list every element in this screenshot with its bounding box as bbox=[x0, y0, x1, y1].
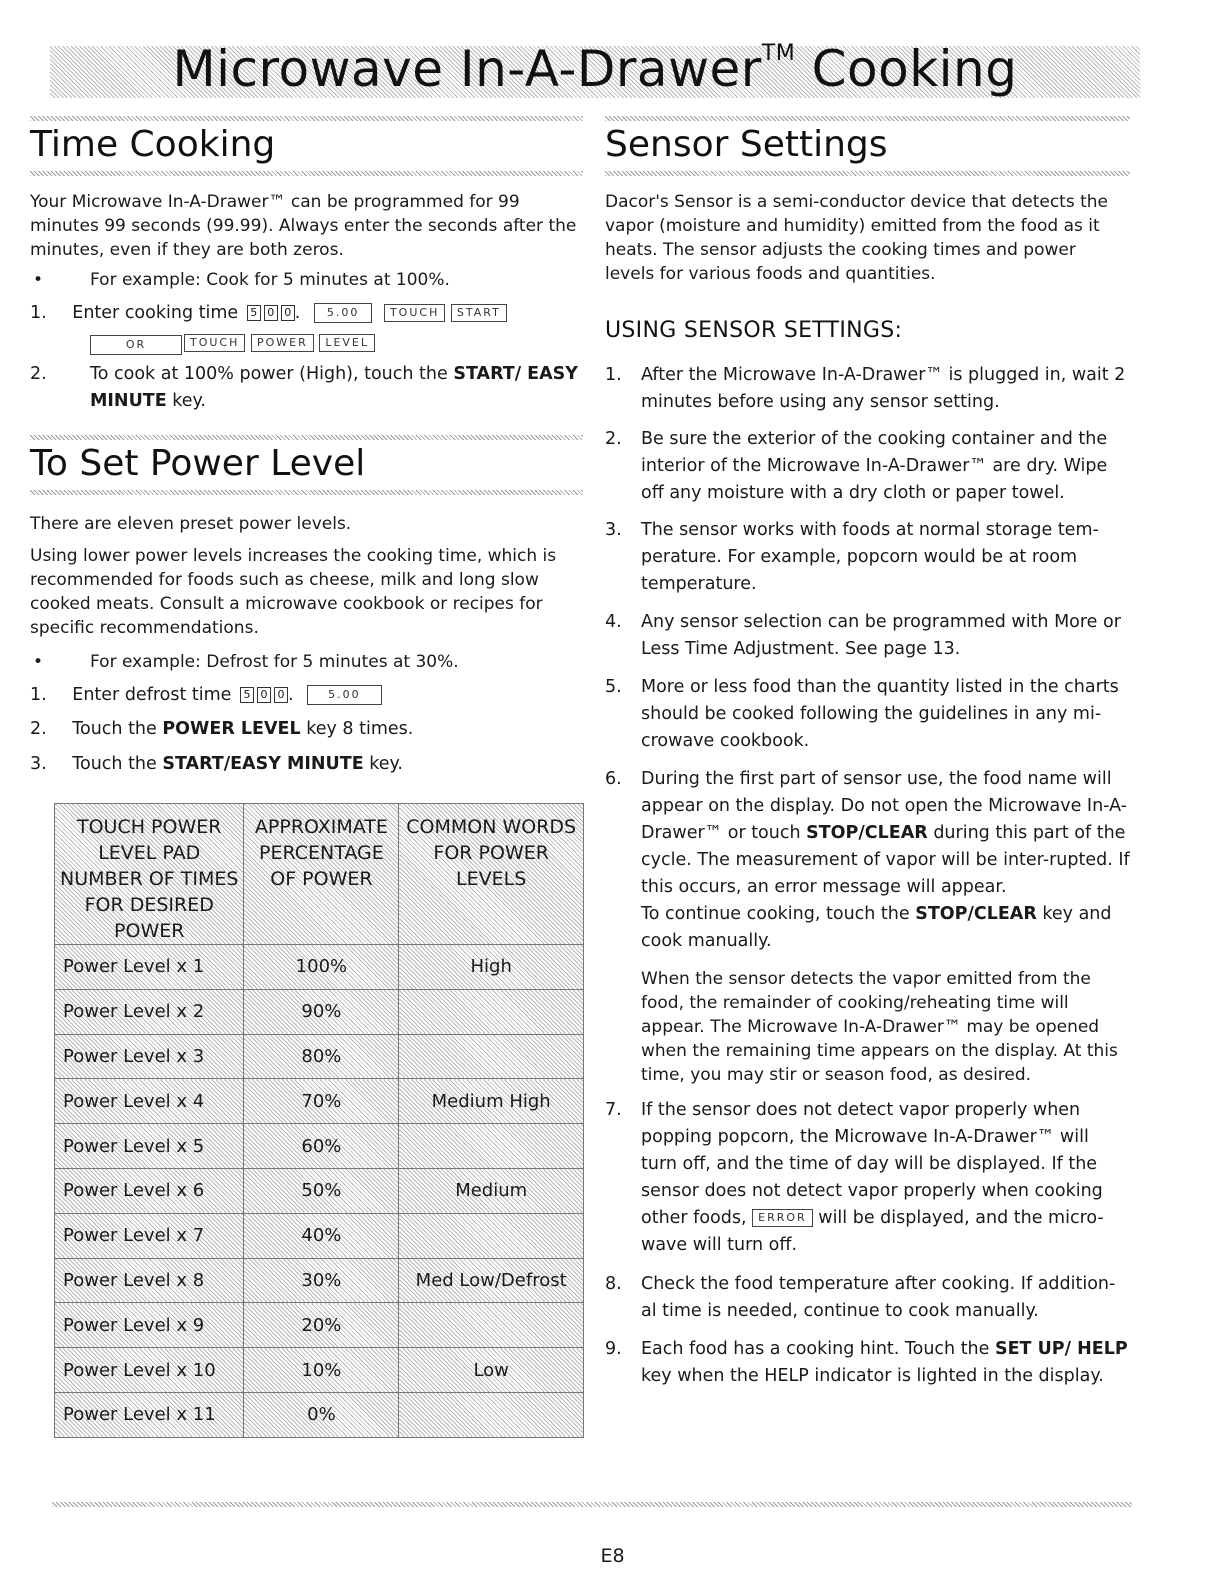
error-display: ERROR bbox=[752, 1209, 813, 1227]
sensor-settings-heading: Sensor Settings bbox=[605, 124, 888, 165]
key-start: START bbox=[451, 304, 507, 322]
common-word-cell bbox=[399, 1213, 584, 1258]
heading-rule-bottom bbox=[30, 171, 583, 176]
common-word-cell: Medium bbox=[399, 1168, 584, 1213]
power-level-table bbox=[54, 803, 584, 1438]
time-cooking-step-1-keys bbox=[90, 330, 590, 357]
table-row bbox=[55, 1213, 584, 1258]
power-level-p1: There are eleven preset power levels. bbox=[30, 514, 352, 534]
power-level-step-3: 3. Touch the START/EASY MINUTE key. bbox=[30, 754, 403, 774]
percentage-cell: 70% bbox=[244, 1079, 399, 1124]
power-level-cell: Power Level x 5 bbox=[55, 1124, 244, 1169]
percentage-cell: 10% bbox=[244, 1348, 399, 1393]
power-level-cell: Power Level x 7 bbox=[55, 1213, 244, 1258]
power-level-cell: Power Level x 1 bbox=[55, 945, 244, 990]
digit-key: 0 bbox=[274, 687, 288, 703]
heading-rule-bottom bbox=[30, 490, 583, 495]
table-header-row bbox=[55, 804, 584, 945]
table-row bbox=[55, 1258, 584, 1303]
using-sensor-subheading: USING SENSOR SETTINGS: bbox=[605, 318, 903, 343]
heading-rule-top bbox=[30, 116, 583, 121]
common-word-cell: Medium High bbox=[399, 1079, 584, 1124]
percentage-cell: 80% bbox=[244, 1034, 399, 1079]
key-touch: TOUCH bbox=[384, 304, 445, 322]
key-or: OR bbox=[90, 335, 182, 355]
percentage-cell: 50% bbox=[244, 1168, 399, 1213]
table-row bbox=[55, 1392, 584, 1437]
sensor-item-5: 5. More or less food than the quantity listed in the charts should be cooked following the guidelines in any mi-crowave cookbook. bbox=[605, 677, 1119, 751]
digit-key: 0 bbox=[257, 687, 271, 703]
power-level-cell: Power Level x 11 bbox=[55, 1392, 244, 1437]
heading-rule-bottom bbox=[605, 171, 1130, 176]
sensor-item-6: 6. During the first part of sensor use, the food name will appear on the display. Do not open the Microwave In-A-Drawer™ or touch STOP/CLEAR during this part of the cycle. The measurement of vapor will be inter-rupted. If this occurs, an error message will appear. To continue cooking, touch the STOP/CLEAR key and cook manually. bbox=[605, 769, 1130, 951]
page-number: E8 bbox=[600, 1545, 625, 1567]
power-level-step-2: 2. Touch the POWER LEVEL key 8 times. bbox=[30, 719, 414, 739]
key-power: POWER bbox=[251, 334, 314, 352]
common-word-cell bbox=[399, 1392, 584, 1437]
power-level-cell: Power Level x 2 bbox=[55, 989, 244, 1034]
percentage-cell: 60% bbox=[244, 1124, 399, 1169]
percentage-cell: 100% bbox=[244, 945, 399, 990]
table-row bbox=[55, 1303, 584, 1348]
power-level-cell: Power Level x 10 bbox=[55, 1348, 244, 1393]
sensor-item-3: 3. The sensor works with foods at normal storage tem-perature. For example, popcorn would be at room temperature. bbox=[605, 520, 1099, 594]
common-word-cell bbox=[399, 1124, 584, 1169]
percentage-cell: 90% bbox=[244, 989, 399, 1034]
power-level-step-1: 1. Enter defrost time 5 0 0 . 5.00 bbox=[30, 682, 585, 709]
time-cooking-step-2: 2. To cook at 100% power (High), touch the START/ EASY MINUTE key. bbox=[30, 364, 578, 411]
power-level-cell: Power Level x 8 bbox=[55, 1258, 244, 1303]
heading-rule-top bbox=[605, 116, 1130, 121]
common-word-cell: High bbox=[399, 945, 584, 990]
time-cooking-example: • For example: Cook for 5 minutes at 100%. bbox=[33, 270, 450, 290]
percentage-cell: 40% bbox=[244, 1213, 399, 1258]
key-touch: TOUCH bbox=[184, 334, 245, 352]
table-row bbox=[55, 945, 584, 990]
digit-key: 0 bbox=[281, 305, 295, 321]
sensor-intro: Dacor's Sensor is a semi-conductor device that detects the vapor (moisture and humidity) emitted from the food as it heats. The sensor adjusts the cooking times and power levels for various foods and quantities. bbox=[605, 192, 1109, 284]
display-readout: 5.00 bbox=[307, 685, 382, 705]
header-touch-count: TOUCH POWER LEVEL PAD NUMBER OF TIMES FOR DESIRED POWER bbox=[55, 804, 244, 945]
sensor-item-1: 1. After the Microwave In-A-Drawer™ is plugged in, wait 2 minutes before using any sensor setting. bbox=[605, 365, 1126, 412]
power-level-cell: Power Level x 6 bbox=[55, 1168, 244, 1213]
percentage-cell: 20% bbox=[244, 1303, 399, 1348]
page-title: Microwave In-A-Drawer™ Cooking bbox=[172, 40, 1018, 98]
footer-rule bbox=[52, 1502, 1132, 1507]
time-cooking-heading: Time Cooking bbox=[30, 124, 276, 165]
sensor-item-7: 7. If the sensor does not detect vapor properly when popping popcorn, the Microwave In-A-Drawer™ will turn off, and the time of day will be displayed. If the sensor does not detect vapor properly when cooking other foods, ERROR will be displayed, and the micro-wave will turn off. bbox=[605, 1100, 1104, 1255]
sensor-item-9: 9. Each food has a cooking hint. Touch the SET UP/ HELP key when the HELP indicator is lighted in the display. bbox=[605, 1339, 1128, 1386]
common-word-cell: Med Low/Defrost bbox=[399, 1258, 584, 1303]
power-level-heading: To Set Power Level bbox=[30, 443, 366, 484]
table-row bbox=[55, 1034, 584, 1079]
header-common-words: COMMON WORDS FOR POWER LEVELS bbox=[399, 804, 584, 945]
digit-key: 5 bbox=[247, 305, 261, 321]
common-word-cell: Low bbox=[399, 1348, 584, 1393]
time-cooking-intro: Your Microwave In-A-Drawer™ can be programmed for 99 minutes 99 seconds (99.99). Always enter the seconds after the minutes, even if they are both zeros. bbox=[30, 192, 577, 260]
digit-key: 0 bbox=[264, 305, 278, 321]
header-percentage: APPROXIMATE PERCENTAGE OF POWER bbox=[244, 804, 399, 945]
power-level-p2: Using lower power levels increases the cooking time, which is recommended for foods such as cheese, milk and long slow cooked meats. Consult a microwave cookbook or recipes for specific recommendations. bbox=[30, 546, 557, 638]
display-readout: 5.00 bbox=[314, 303, 373, 323]
percentage-cell: 0% bbox=[244, 1392, 399, 1437]
sensor-item-8: 8. Check the food temperature after cooking. If addition-al time is needed, continue to cook manually. bbox=[605, 1274, 1116, 1321]
table-row bbox=[55, 1168, 584, 1213]
sensor-item-2: 2. Be sure the exterior of the cooking container and the interior of the Microwave In-A-Drawer™ are dry. Wipe off any moisture with a dry cloth or paper towel. bbox=[605, 429, 1108, 503]
sensor-item-6-note: When the sensor detects the vapor emitted from the food, the remainder of cooking/reheating time will appear. The Microwave In-A-Drawer™ may be opened when the remaining time appears on the display. At this time, you may stir or season food, as desired. bbox=[641, 969, 1118, 1085]
table-row bbox=[55, 1124, 584, 1169]
common-word-cell bbox=[399, 989, 584, 1034]
time-cooking-step-1: 1. Enter cooking time 5 0 0 . 5.00 TOUCH START bbox=[30, 300, 590, 327]
sensor-item-4: 4. Any sensor selection can be programmed with More or Less Time Adjustment. See page 13. bbox=[605, 612, 1121, 659]
common-word-cell bbox=[399, 1034, 584, 1079]
heading-rule-top bbox=[30, 435, 583, 440]
key-level: LEVEL bbox=[319, 334, 375, 352]
common-word-cell bbox=[399, 1303, 584, 1348]
power-level-cell: Power Level x 3 bbox=[55, 1034, 244, 1079]
table-row bbox=[55, 1348, 584, 1393]
power-level-example: • For example: Defrost for 5 minutes at 30%. bbox=[33, 652, 459, 672]
table-row bbox=[55, 1079, 584, 1124]
power-level-cell: Power Level x 4 bbox=[55, 1079, 244, 1124]
percentage-cell: 30% bbox=[244, 1258, 399, 1303]
digit-key: 5 bbox=[240, 687, 254, 703]
table-row bbox=[55, 989, 584, 1034]
power-level-cell: Power Level x 9 bbox=[55, 1303, 244, 1348]
